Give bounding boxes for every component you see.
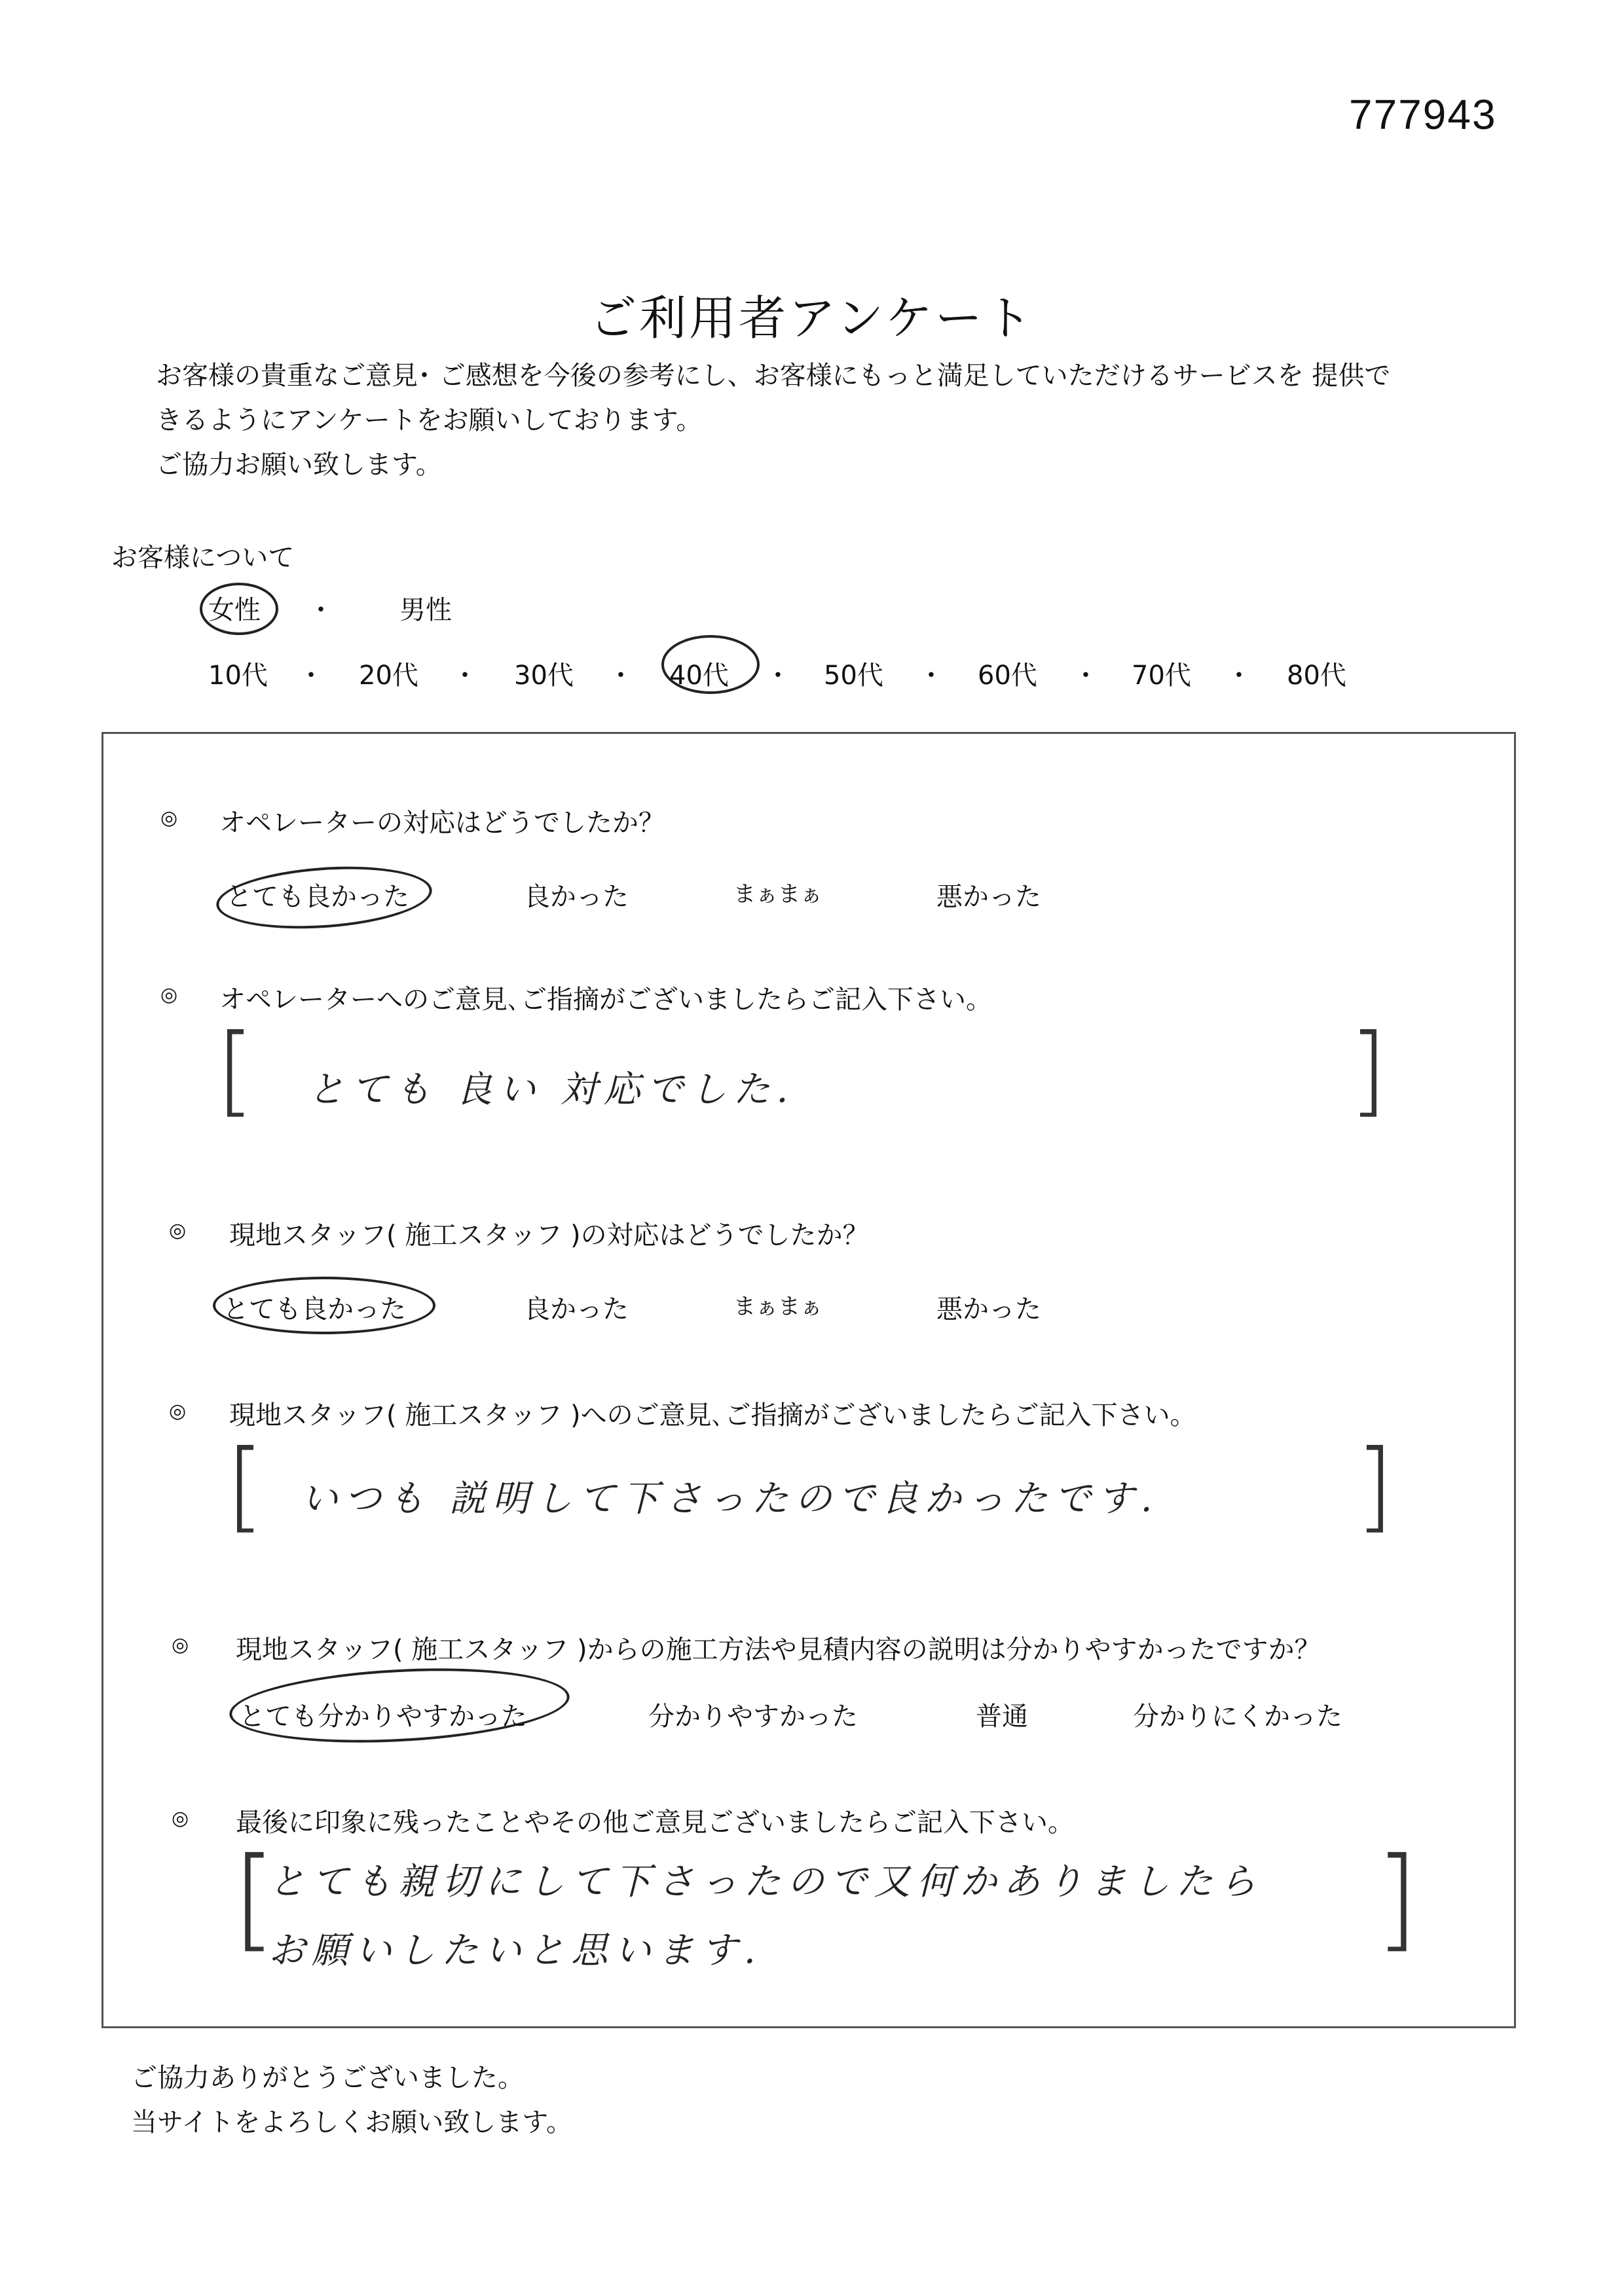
- question-5: 現地スタッフ( 施工スタッフ )からの施工方法や見積内容の説明は分かりやすかったですか？: [236, 1635, 1321, 1665]
- bullet-icon: ◎: [169, 1219, 187, 1242]
- page-title: ご利用者アンケート: [589, 291, 1035, 346]
- right-bracket: ]: [1356, 1429, 1394, 1543]
- age-option-80[interactable]: 80代: [1287, 661, 1346, 691]
- footer-line-2: 当サイトをよろしくお願い致します。: [131, 2107, 572, 2138]
- left-bracket: [: [216, 1013, 255, 1127]
- right-bracket: ]: [1375, 1834, 1419, 1963]
- separator: ・: [1226, 661, 1252, 691]
- q1-option-bad[interactable]: 悪かった: [936, 882, 1041, 912]
- separator: ・: [918, 661, 944, 691]
- question-6: 最後に印象に残ったことやその他ご意見ございましたらご記入下さい。: [236, 1808, 1074, 1838]
- bullet-icon: ◎: [172, 1633, 189, 1656]
- age-option-10[interactable]: 10代: [208, 661, 268, 691]
- customer-heading: お客様について: [111, 543, 295, 573]
- separator: ・: [298, 661, 324, 691]
- bullet-icon: ◎: [160, 983, 178, 1006]
- separator: ・: [765, 661, 791, 691]
- bullet-icon: ◎: [160, 807, 178, 829]
- q1-option-so-so[interactable]: まぁまぁ: [733, 881, 822, 907]
- intro-line-1: お客様の貴重なご意見･ ご感想を今後の参考にし、お客様にもっと満足していただけるサービスを 提供で: [156, 361, 1391, 391]
- question-1: オペレーターの対応はどうでしたか？: [219, 808, 665, 838]
- gender-option-male[interactable]: 男性: [399, 595, 452, 625]
- q1-option-good[interactable]: 良かった: [524, 882, 629, 912]
- bullet-icon: ◎: [169, 1400, 187, 1423]
- left-bracket: [: [226, 1429, 265, 1543]
- gender-option-female[interactable]: 女性: [208, 595, 261, 625]
- age-option-60[interactable]: 60代: [978, 661, 1037, 691]
- age-option-70[interactable]: 70代: [1132, 661, 1191, 691]
- q2-answer[interactable]: とても 良い 対応でした.: [308, 1068, 795, 1111]
- age-option-30[interactable]: 30代: [514, 661, 574, 691]
- bullet-icon: ◎: [172, 1807, 189, 1830]
- q1-option-very-good[interactable]: とても良かった: [226, 882, 409, 912]
- separator: ・: [608, 661, 634, 691]
- separator: ・: [452, 661, 478, 691]
- right-bracket: ]: [1349, 1013, 1388, 1127]
- q5-option-unclear[interactable]: 分かりにくかった: [1133, 1702, 1342, 1732]
- separator: ・: [308, 595, 334, 625]
- left-bracket: [: [232, 1834, 276, 1963]
- intro-text: [156, 354, 1518, 487]
- separator: ・: [1073, 661, 1099, 691]
- question-4: 現地スタッフ( 施工スタッフ )へのご意見､ご指摘がございましたらご記入下さい。: [229, 1400, 1196, 1430]
- q6-answer-line-2[interactable]: お願いしたいと思います.: [268, 1929, 762, 1972]
- footer-text: [131, 2056, 572, 2145]
- question-3: 現地スタッフ( 施工スタッフ )の対応はどうでしたか？: [229, 1220, 869, 1250]
- q3-option-very-good[interactable]: とても良かった: [223, 1294, 406, 1324]
- footer-line-1: ご協力ありがとうございました。: [131, 2063, 524, 2093]
- q5-option-normal[interactable]: 普通: [976, 1702, 1028, 1732]
- question-2: オペレーターへのご意見､ご指摘がございましたらご記入下さい。: [219, 985, 992, 1015]
- q4-answer[interactable]: いつも 説明して下さったので良かったです.: [301, 1478, 1159, 1520]
- q3-option-bad[interactable]: 悪かった: [936, 1294, 1041, 1324]
- age-option-50[interactable]: 50代: [824, 661, 883, 691]
- q3-option-so-so[interactable]: まぁまぁ: [733, 1294, 822, 1320]
- intro-line-2: きるようにアンケートをお願いしております。: [156, 405, 703, 435]
- q6-answer-line-1[interactable]: とても親切にして下さったので又何かありましたら: [268, 1861, 1263, 1903]
- intro-line-3: ご協力お願い致します。: [156, 450, 442, 480]
- age-option-20[interactable]: 20代: [359, 661, 418, 691]
- q3-option-good[interactable]: 良かった: [524, 1294, 629, 1324]
- q5-option-very-clear[interactable]: とても分かりやすかった: [239, 1702, 527, 1732]
- q5-option-clear[interactable]: 分かりやすかった: [648, 1702, 858, 1732]
- document-id: 777943: [1349, 91, 1497, 138]
- age-option-40[interactable]: 40代: [669, 661, 729, 691]
